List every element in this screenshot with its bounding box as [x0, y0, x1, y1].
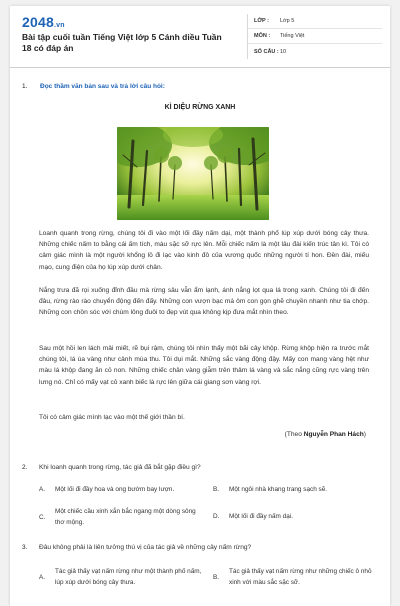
option-letter: A.: [39, 486, 46, 493]
source-prefix: (Theo: [284, 431, 304, 438]
meta-value: Tiếng Việt: [280, 33, 305, 39]
meta-row-class: [248, 14, 382, 29]
answer-option-a[interactable]: [39, 566, 204, 588]
forest-image: [117, 127, 269, 220]
meta-key: SỐ CÂU :: [254, 48, 279, 55]
reading-paragraph: Tôi có cảm giác mình lạc vào một thế giới thần bí.: [39, 414, 185, 421]
question-number: 1.: [22, 83, 28, 90]
meta-value: 10: [280, 48, 287, 55]
reading-paragraph: Nắng trưa đã rọi xuống đỉnh đầu mà rừng sâu vẫn ẩm lạnh, ánh nắng lọt qua lá trong xanh. Chúng tôi đi đến đâu, rừng rào rào chuyển động đến đấy. Những con vượn bạc má ôm con gọn ghẽ chuyền nhanh như tia chớp. Những con chồn sóc với chùm lông đuôi to đẹp vút qua không kịp đưa mắt nhìn theo.: [39, 287, 369, 317]
site-logo[interactable]: [22, 14, 65, 30]
reading-title: KÌ DIỆU RỪNG XANH: [164, 104, 236, 111]
option-letter: A.: [39, 573, 46, 581]
meta-table: [247, 14, 382, 59]
option-text: Tác giả thấy vạt nấm rừng như những chiếc ô nhỏ xinh với màu sắc sặc sỡ.: [229, 568, 372, 586]
meta-key: MÔN :: [254, 33, 271, 39]
reading-paragraph: Loanh quanh trong rừng, chúng tôi đi vào một lối đầy nấm dại, một thành phố lúp xúp dưới bóng cây thưa. Những chiếc nấm to bằng cái ấm tích, màu sặc sỡ rực lên. Mỗi chiếc nấm là một lâu đài kiến trúc tân kì. Tôi có cảm giác mình là một người khổng lồ đi lạc vào kinh đô của vương quốc những người tí hon. Đền đài, miếu mạo, cung điện của họ lúp xúp dưới chân.: [39, 230, 369, 271]
answer-option-b[interactable]: [213, 484, 373, 495]
option-text: Một lối đi đầy nấm dại.: [229, 513, 293, 520]
source-attribution: [285, 431, 366, 438]
document-title: Bài tập cuối tuần Tiếng Việt lớp 5 Cánh diều Tuần 18 có đáp án: [22, 32, 222, 53]
option-text: Tác giả thấy vạt nấm rừng như một thành phố nấm, lúp xúp dưới bóng cây thưa.: [55, 568, 202, 586]
reading-paragraph: Sau một hồi len lách mải miết, rẽ bụi rậm, chúng tôi nhìn thấy một bãi cây khộp. Rừng khộp hiện ra trước mắt chúng tôi, lá úa vàng như cảnh mùa thu. Tôi dụi mắt. Những sắc vàng động đậy. Mấy con mang vàng hệt như màu lá khộp đang ăn cỏ non. Những chiếc chân vàng giẫm trên thảm lá vàng và sắc nắng cũng rực vàng trên lưng nó. Chỉ có mấy vạt cỏ xanh biếc là rực lên giữa cái giang sơn vàng rợi.: [39, 345, 369, 386]
question-text: Đâu không phải là liên tưởng thú vị của tác giả về những cây nấm rừng?: [39, 544, 252, 551]
answer-option-c[interactable]: [39, 506, 199, 528]
option-letter: B.: [213, 486, 220, 493]
answer-option-a[interactable]: [39, 484, 204, 495]
option-text: Một ngôi nhà khang trang sạch sẽ.: [229, 486, 328, 493]
question-number: 3.: [22, 544, 28, 551]
meta-value: Lớp 5: [280, 18, 295, 24]
option-text: Một lối đi đầy hoa và ong bướm bay lượn.: [55, 486, 175, 493]
logo-suffix: .vn: [53, 22, 65, 29]
document-header: [10, 6, 390, 68]
option-letter: D.: [213, 513, 220, 520]
source-suffix: ): [363, 431, 366, 438]
document-page: [10, 6, 390, 606]
meta-key: LỚP :: [254, 18, 269, 24]
question-number: 2.: [22, 464, 28, 471]
answer-option-b[interactable]: [213, 566, 373, 588]
forest-illustration: [117, 127, 269, 220]
question-text: Khi loanh quanh trong rừng, tác giả đã bắt gặp điều gì?: [39, 464, 201, 471]
logo-text: 2048: [22, 14, 54, 30]
answer-option-d[interactable]: [213, 511, 373, 522]
option-letter: B.: [213, 573, 220, 581]
meta-row-subject: [248, 29, 382, 44]
section-heading: Đọc thầm văn bản sau và trả lời câu hỏi:: [40, 83, 165, 90]
option-text: Một chiếc cầu xinh xắn bắc ngang một dòng sông thơ mộng.: [55, 508, 196, 526]
source-author: Nguyễn Phan Hách: [303, 431, 364, 438]
meta-row-count: [248, 44, 382, 59]
option-letter: C.: [39, 513, 46, 521]
